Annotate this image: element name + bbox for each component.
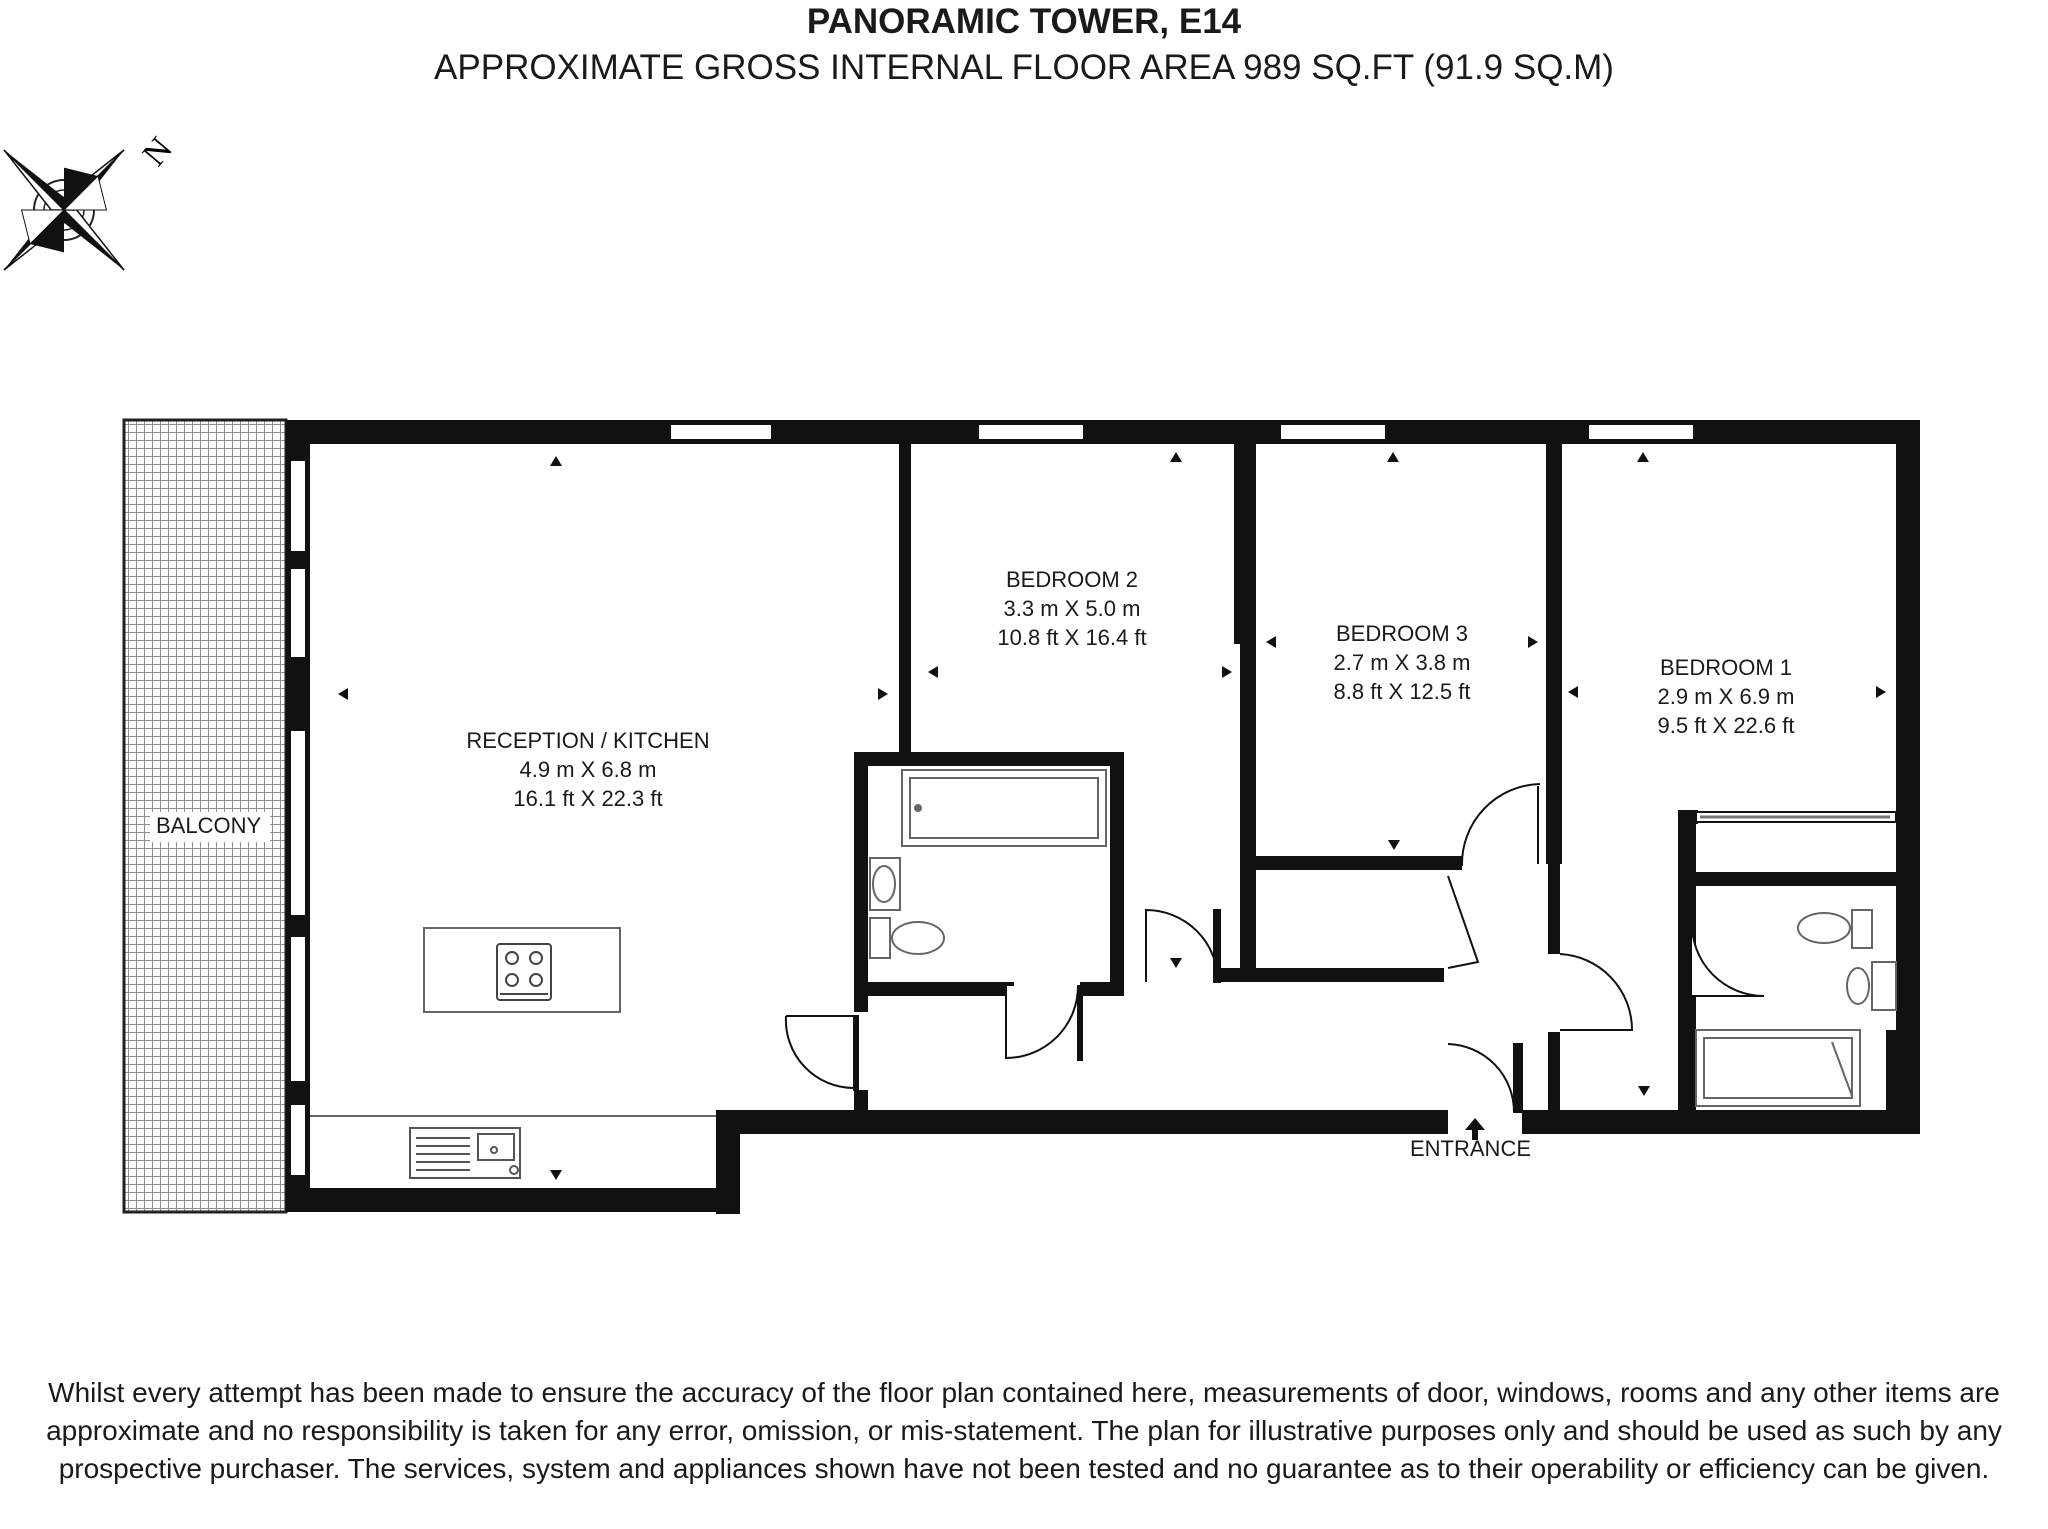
room-imperial: 9.5 ft X 22.6 ft [1657,713,1795,738]
doors [786,784,1764,1112]
plan-title: PANORAMIC TOWER, E14 [806,2,1242,41]
room-reception-kitchen [466,726,709,813]
room-bedroom-2 [997,565,1146,652]
room-imperial: 16.1 ft X 22.3 ft [513,786,663,811]
shower-bath [1696,1030,1860,1106]
room-name: BEDROOM 1 [1659,655,1793,680]
basin-1 [870,858,900,910]
toilet-2 [1798,910,1872,948]
floor-area-subtitle: APPROXIMATE GROSS INTERNAL FLOOR AREA 989 SQ.FT (91.9 SQ.M) [434,48,1614,87]
room-bedroom-3 [1334,619,1471,706]
wardrobe [1696,812,1896,822]
toilet-1 [870,918,944,958]
basin-2 [1847,962,1896,1010]
room-metric: 3.3 m X 5.0 m [1003,596,1141,621]
outer-walls [286,420,1920,1214]
compass-rose-icon [0,90,184,330]
entrance-label: ENTRANCE [1410,1136,1532,1161]
room-name: RECEPTION / KITCHEN [466,728,710,753]
room-metric: 2.9 m X 6.9 m [1657,684,1795,709]
disclaimer-text: Whilst every attempt has been made to ensure the accuracy of the floor plan contained here, measurements of door, windows, rooms and any other items are approximate and no responsibility is taken for any error, omission, or mis-statement. The plan for illustrative purposes only and should be used as such by any prospective purchaser. The services, system and appliances shown have not been tested and no guarantee as to their operability or efficiency can be given. [46,1377,2002,1484]
room-imperial: 10.8 ft X 16.4 ft [997,625,1147,650]
room-bedroom-1 [1658,653,1795,740]
sink-icon [410,1128,520,1178]
room-metric: 4.9 m X 6.8 m [519,757,657,782]
bath-tub-1 [902,770,1106,846]
room-metric: 2.7 m X 3.8 m [1333,650,1471,675]
windows-left [290,460,306,1176]
room-name: BEDROOM 2 [1005,567,1139,592]
north-label: N [135,130,180,174]
room-name: BEDROOM 3 [1335,621,1469,646]
room-imperial: 8.8 ft X 12.5 ft [1333,679,1471,704]
balcony-label: BALCONY [156,813,262,838]
